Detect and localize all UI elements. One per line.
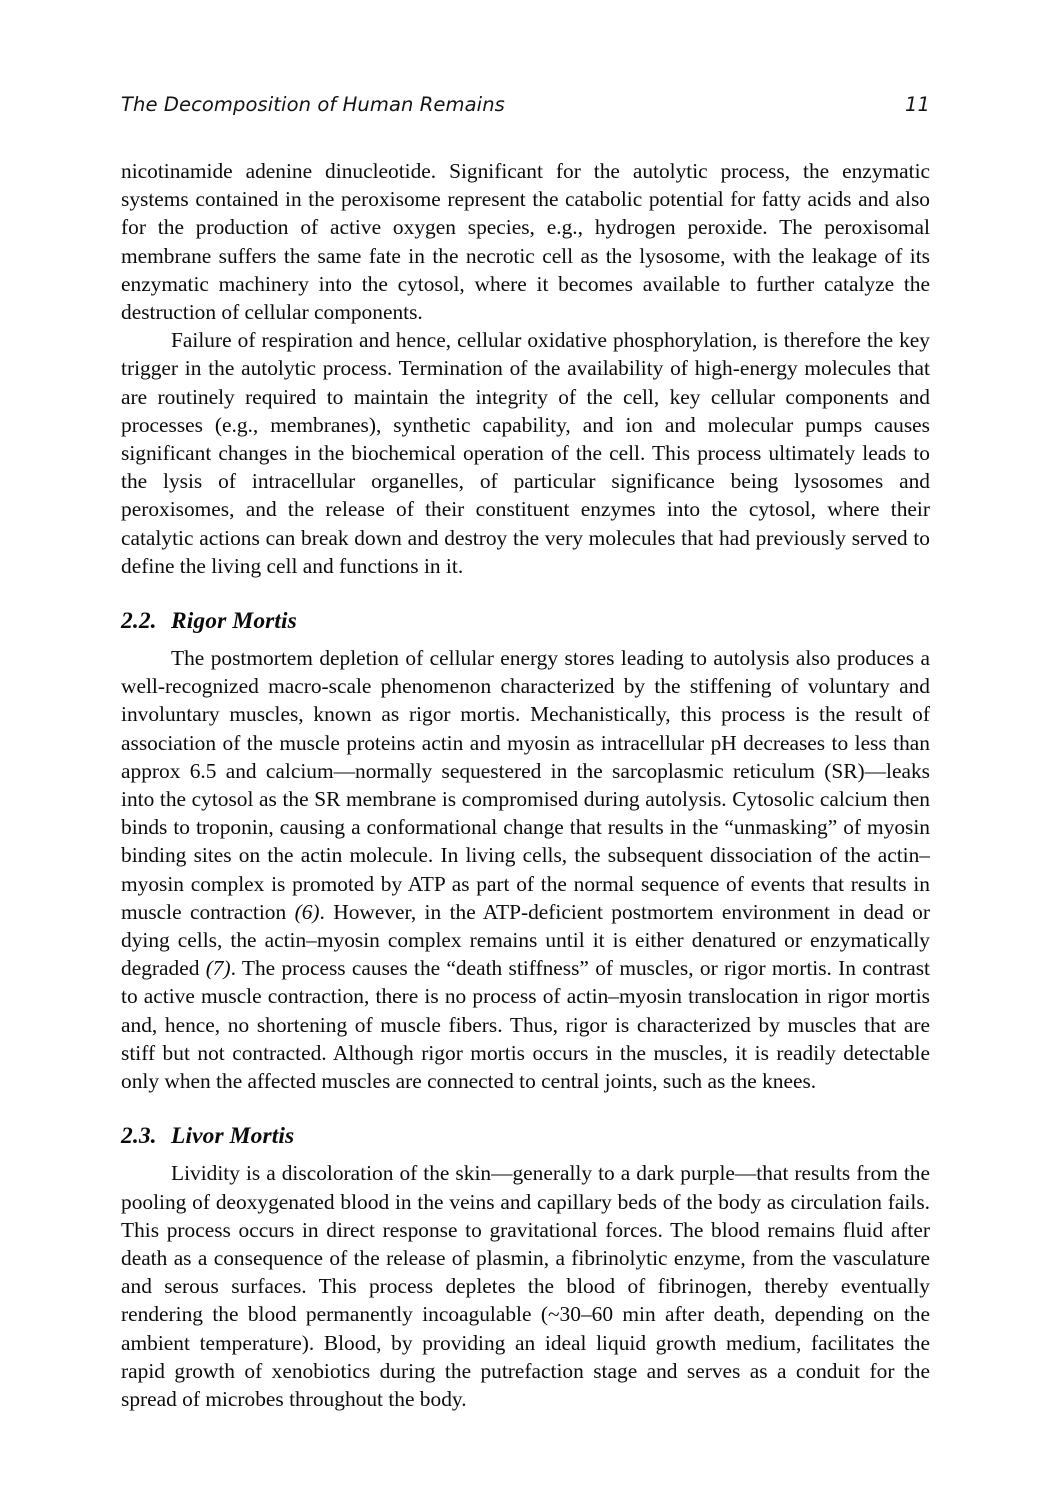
citation-reference-7: (7) — [205, 956, 231, 981]
spacer-after-rigor-heading — [121, 635, 930, 644]
paragraph-rigor-mortis — [121, 644, 930, 1095]
rigor-text-part-1: The postmortem depletion of cellular energy stores leading to autolysis also produces a well-recognized macro-scale phenomenon characterized by the stiffening of voluntary and involuntary muscles, known as rigor mortis. Mechanistically, this process is the result of association of the muscle proteins actin and myosin as intracellular pH decreases to less than approx 6.5 and calcium—normally sequestered in the sarcoplasmic reticulum (SR)—leaks into the cytosol as the SR membrane is compromised during autolysis. Cytosolic calcium then binds to troponin, causing a conformational change that results in the “unmasking” of myosin binding sites on the actin molecule. In living cells, the subsequent dissociation of the actin–myosin complex is promoted by ATP as part of the normal sequence of events that results in muscle contraction — [121, 646, 930, 924]
running-head — [121, 93, 930, 116]
paragraph-autolysis-continued: nicotinamide adenine dinucleotide. Significant for the autolytic process, the enzymatic systems contained in the peroxisome represent the catabolic potential for fatty acids and also for the production of active oxygen species, e.g., hydrogen peroxide. The peroxisomal membrane suffers the same fate in the necrotic cell as the lysosome, with the leakage of its enzymatic machinery into the cytosol, where it becomes available to further catalyze the destruction of cellular components. — [121, 159, 930, 325]
rigor-text-part-2: . However, in the ATP-deficient postmortem environment in dead or dying cells, the actin–myosin complex remains until it is either denatured or enzymatically degraded — [121, 899, 930, 981]
section-title-rigor-mortis: Rigor Mortis — [171, 608, 297, 635]
spacer-after-livor-heading — [121, 1150, 930, 1159]
spacer-before-livor-heading — [121, 1095, 930, 1122]
page-number: 11 — [904, 93, 930, 116]
section-number-rigor-mortis: 2.2. — [121, 608, 157, 635]
citation-reference-6: (6) — [294, 899, 320, 924]
section-heading-rigor-mortis — [121, 607, 930, 635]
section-number-livor-mortis: 2.3. — [121, 1123, 157, 1150]
paragraph-failure-of-respiration: Failure of respiration and hence, cellular oxidative phosphorylation, is therefore the key trigger in the autolytic process. Termination of the availability of high-energy molecules that are routinely required to maintain the integrity of the cell, key cellular components and processes (e.g., membranes), synthetic capability, and ion and molecular pumps causes significant changes in the biochemical operation of the cell. This process ultimately leads to the lysis of intracellular organelles, of particular significance being lysosomes and peroxisomes, and the release of their constituent enzymes into the cytosol, where their catalytic actions can break down and destroy the very molecules that had previously served to define the living cell and functions in it. — [121, 328, 930, 578]
spacer-before-rigor-heading — [121, 580, 930, 607]
section-title-livor-mortis: Livor Mortis — [171, 1123, 295, 1150]
section-heading-livor-mortis — [121, 1122, 930, 1150]
body-column — [121, 157, 930, 1413]
rigor-text-part-3: . The process causes the “death stiffness” of muscles, or rigor mortis. In contrast to active muscle contraction, there is no process of actin–myosin translocation in rigor mortis and, hence, no shortening of muscle fibers. Thus, rigor is characterized by muscles that are stiff but not contracted. Although rigor mortis occurs in the muscles, it is readily detectable only when the affected muscles are connected to central joints, such as the knees. — [121, 956, 930, 1094]
paragraph-livor-mortis: Lividity is a discoloration of the skin—generally to a dark purple—that results from the pooling of deoxygenated blood in the veins and capillary beds of the body as circulation fails. This process occurs in direct response to gravitational forces. The blood remains fluid after death as a consequence of the release of plasmin, a fibrinolytic enzyme, from the vasculature and serous surfaces. This process depletes the blood of fibrinogen, thereby eventually rendering the blood permanently incoagulable (~30–60 min after death, depending on the ambient temperature). Blood, by providing an ideal liquid growth medium, facilitates the rapid growth of xenobiotics during the putrefaction stage and serves as a conduit for the spread of microbes throughout the body. — [121, 1161, 930, 1411]
running-head-title: The Decomposition of Human Remains — [121, 93, 505, 116]
